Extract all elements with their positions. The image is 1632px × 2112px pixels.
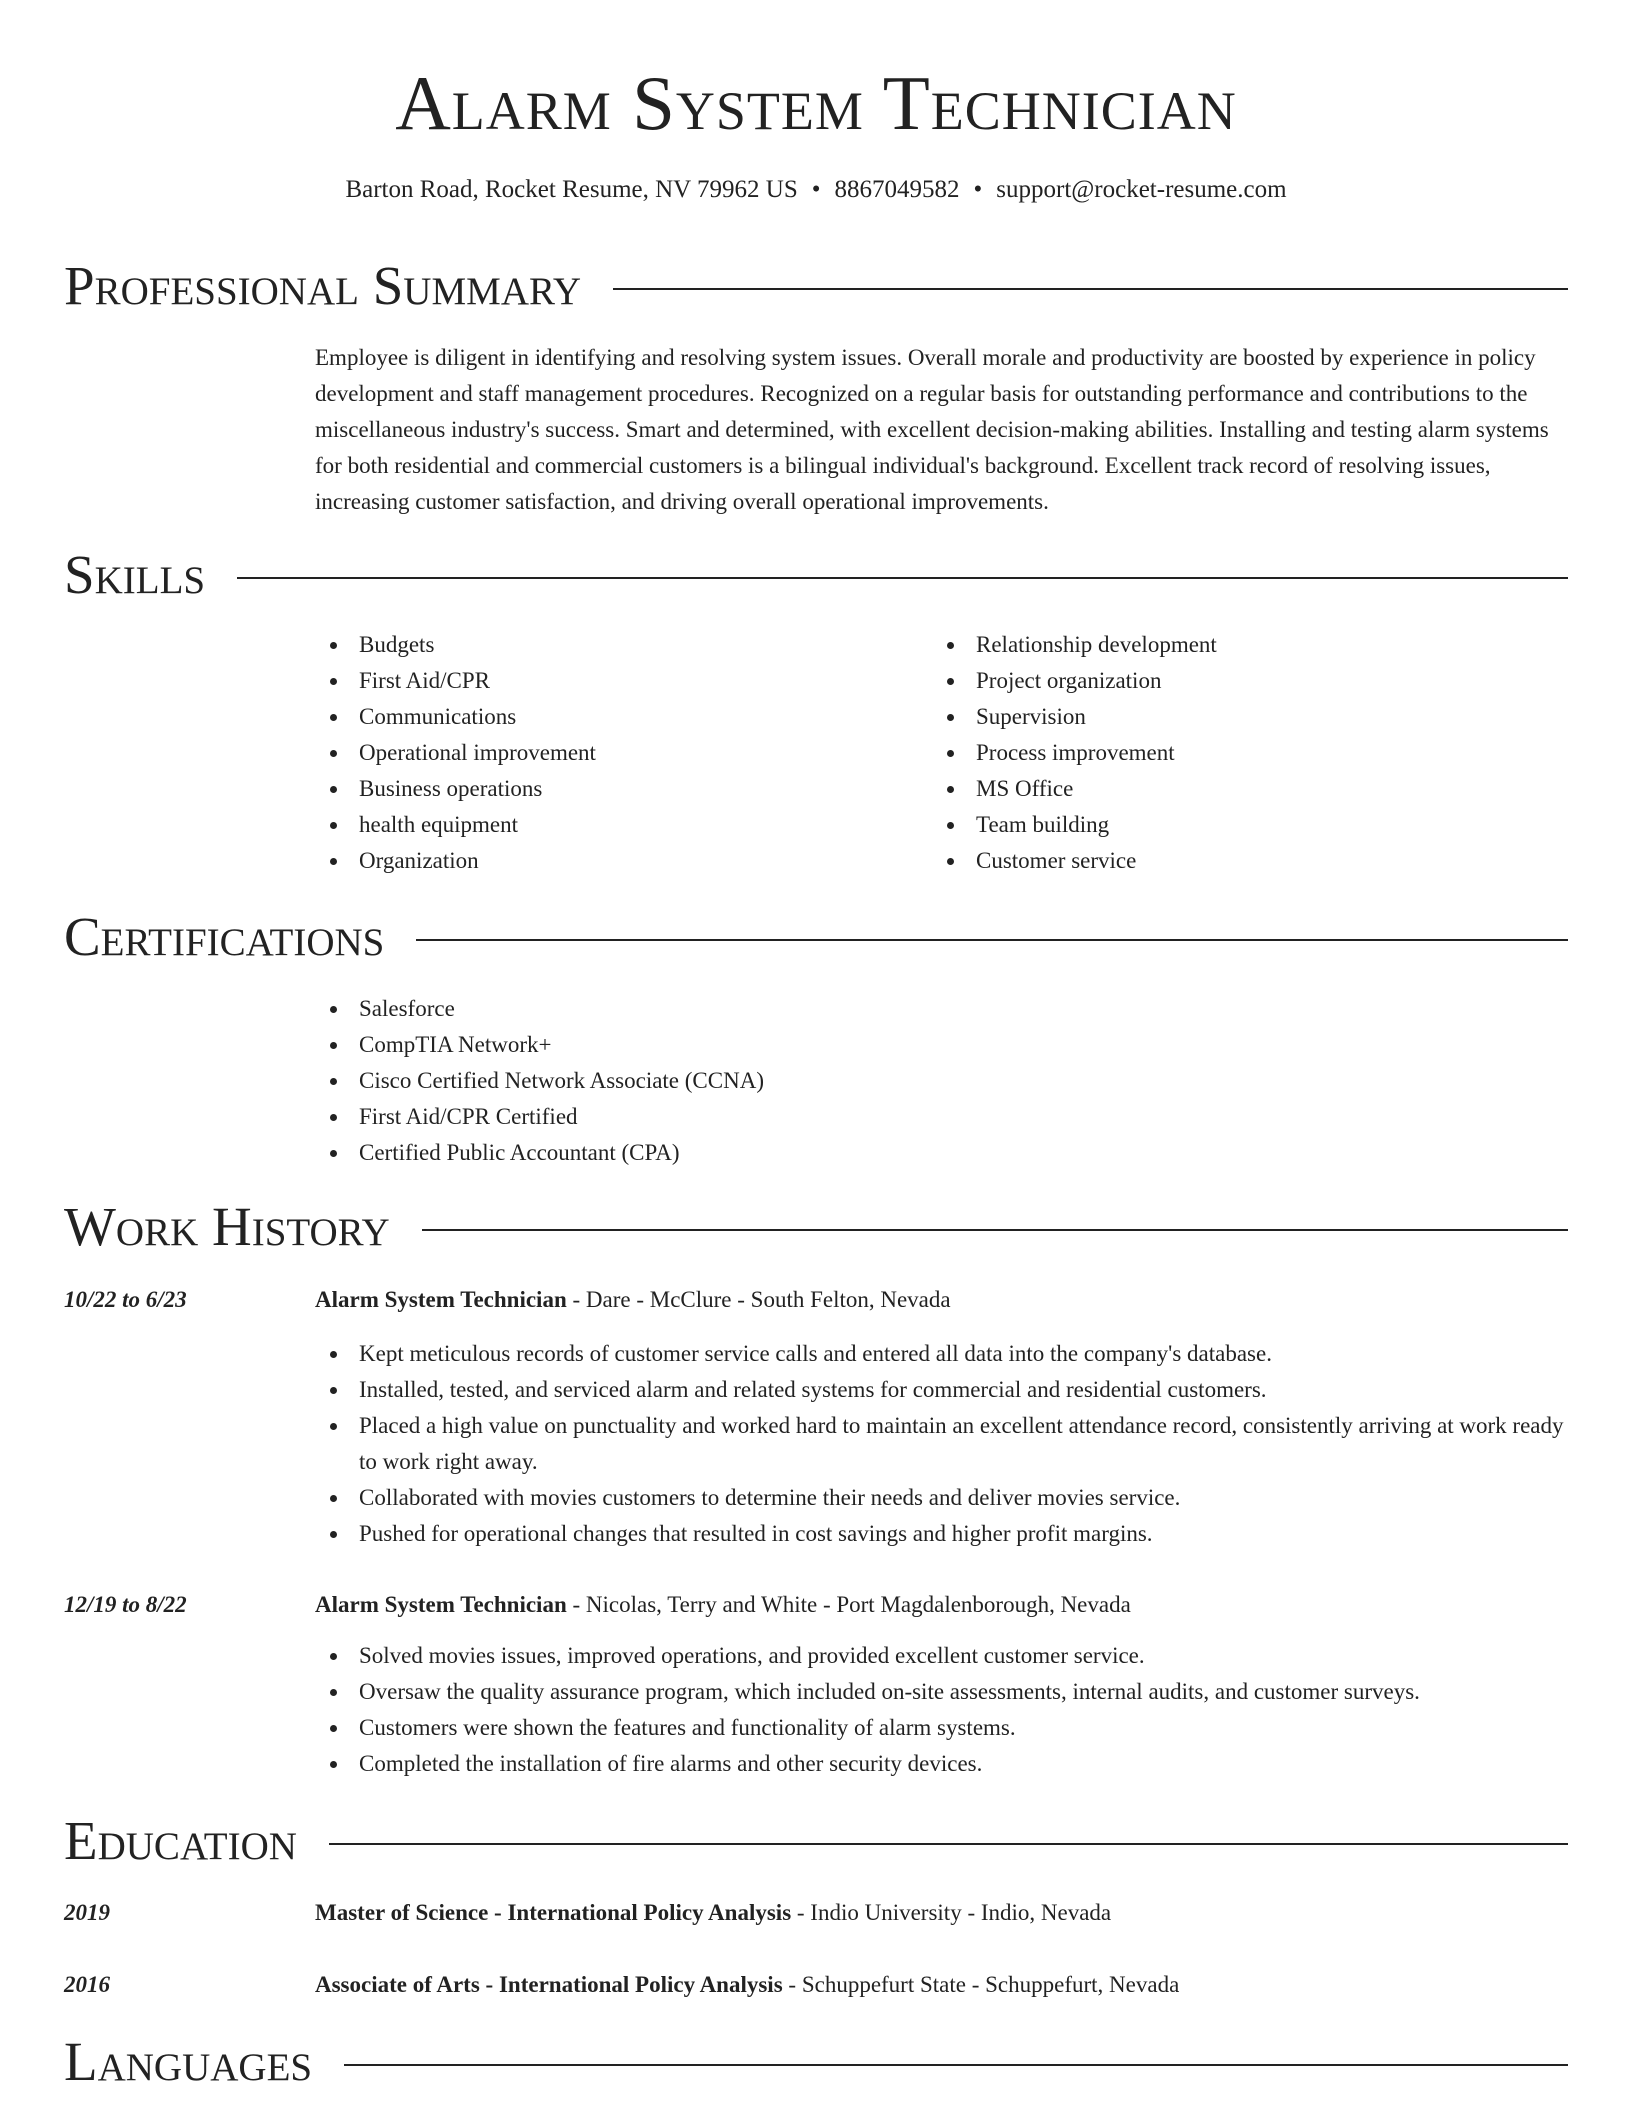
phone-text: 8867049582 (834, 176, 960, 203)
section-divider (422, 1229, 1568, 1231)
certification-item: First Aid/CPR Certified (315, 1099, 1515, 1135)
education-heading (315, 1967, 1565, 2003)
skill-item: Customer service (932, 843, 1532, 879)
contact-separator: • (811, 176, 821, 203)
skill-item: Business operations (315, 771, 915, 807)
education-year: 2016 (64, 1972, 110, 1997)
certification-item: Certified Public Accountant (CPA) (315, 1135, 1515, 1171)
job-bullet: Customers were shown the features and functionality of alarm systems. (315, 1710, 1567, 1746)
skill-item: Process improvement (932, 735, 1532, 771)
skill-item: Team building (932, 807, 1532, 843)
job-heading (315, 1587, 1565, 1623)
languages-section-title: Languages (64, 2031, 313, 2092)
skills-section-heading (64, 543, 1568, 607)
job-details: - Dare - McClure - South Felton, Nevada (566, 1287, 951, 1312)
education-section-title: Education (64, 1810, 297, 1871)
job-bullet: Completed the installation of fire alarms and other security devices. (315, 1746, 1567, 1782)
resume-name: Alarm System Technician (395, 60, 1237, 146)
job-title: Alarm System Technician (315, 1592, 567, 1617)
skill-item: MS Office (932, 771, 1532, 807)
skill-item: Communications (315, 699, 915, 735)
work-section-title: Work History (64, 1196, 390, 1257)
skill-item: health equipment (315, 807, 915, 843)
section-divider (613, 288, 1568, 290)
skill-item: Organization (315, 843, 915, 879)
email-text: support@rocket-resume.com (996, 176, 1287, 203)
job-bullet: Placed a high value on punctuality and worked hard to maintain an excellent attendance record, consistently arriving at work ready to work right away. (315, 1408, 1567, 1480)
section-divider (416, 939, 1568, 941)
education-degree: Associate of Arts - International Policy Analysis (315, 1972, 783, 1997)
skills-list-right (932, 627, 1532, 879)
skill-item: Budgets (315, 627, 915, 663)
job-bullet: Collaborated with movies customers to determine their needs and deliver movies service. (315, 1480, 1567, 1516)
languages-section-heading (64, 2030, 1568, 2094)
work-section-heading (64, 1195, 1568, 1259)
job-bullet: Pushed for operational changes that resulted in cost savings and higher profit margins. (315, 1516, 1567, 1552)
skill-item: First Aid/CPR (315, 663, 915, 699)
certifications-list (315, 991, 1515, 1171)
contact-line (0, 174, 1632, 206)
summary-text: Employee is diligent in identifying and resolving system issues. Overall morale and productivity are boosted by experience in policy development and staff management procedures. Recognized on a regular basis for outstanding performance and contributions to the miscellaneous industry's success. Smart and determined, with excellent decision-making abilities. Installing and testing alarm systems for both residential and commercial customers is a bilingual individual's background. Excellent track record of resolving issues, increasing customer satisfaction, and driving overall operational improvements. (315, 345, 1549, 514)
job-bullets (315, 1336, 1567, 1552)
skill-item: Supervision (932, 699, 1532, 735)
job-bullet: Installed, tested, and serviced alarm and related systems for commercial and residential customers. (315, 1372, 1567, 1408)
education-school: - Indio University - Indio, Nevada (791, 1900, 1112, 1925)
job-bullets (315, 1638, 1567, 1782)
skill-item: Operational improvement (315, 735, 915, 771)
job-bullet: Solved movies issues, improved operations, and provided excellent customer service. (315, 1638, 1567, 1674)
job-bullet: Kept meticulous records of customer service calls and entered all data into the company's database. (315, 1336, 1567, 1372)
certifications-section-heading (64, 905, 1568, 969)
skills-list-left (315, 627, 915, 879)
education-school: - Schuppefurt State - Schuppefurt, Nevada (782, 1972, 1180, 1997)
skill-item: Project organization (932, 663, 1532, 699)
section-divider (237, 577, 1568, 579)
certifications-section-title: Certifications (64, 906, 385, 967)
certification-item: CompTIA Network+ (315, 1027, 1515, 1063)
job-heading (315, 1282, 1565, 1318)
job-bullet: Oversaw the quality assurance program, which included on-site assessments, internal audits, and customer surveys. (315, 1674, 1567, 1710)
summary-section-heading (64, 254, 1568, 318)
education-year: 2019 (64, 1900, 110, 1925)
address-text: Barton Road, Rocket Resume, NV 79962 US (345, 176, 798, 203)
education-degree: Master of Science - International Policy Analysis (315, 1900, 792, 1925)
job-details: - Nicolas, Terry and White - Port Magdalenborough, Nevada (566, 1592, 1131, 1617)
section-divider (344, 2064, 1568, 2066)
job-dates: 12/19 to 8/22 (64, 1592, 187, 1617)
certification-item: Cisco Certified Network Associate (CCNA) (315, 1063, 1515, 1099)
certification-item: Salesforce (315, 991, 1515, 1027)
education-heading (315, 1895, 1565, 1931)
education-section-heading (64, 1809, 1568, 1873)
contact-separator: • (973, 176, 983, 203)
summary-section-title: Professional Summary (64, 255, 582, 316)
section-divider (329, 1843, 1568, 1845)
skill-item: Relationship development (932, 627, 1532, 663)
job-title: Alarm System Technician (315, 1287, 567, 1312)
job-dates: 10/22 to 6/23 (64, 1287, 187, 1312)
skills-section-title: Skills (64, 544, 206, 605)
